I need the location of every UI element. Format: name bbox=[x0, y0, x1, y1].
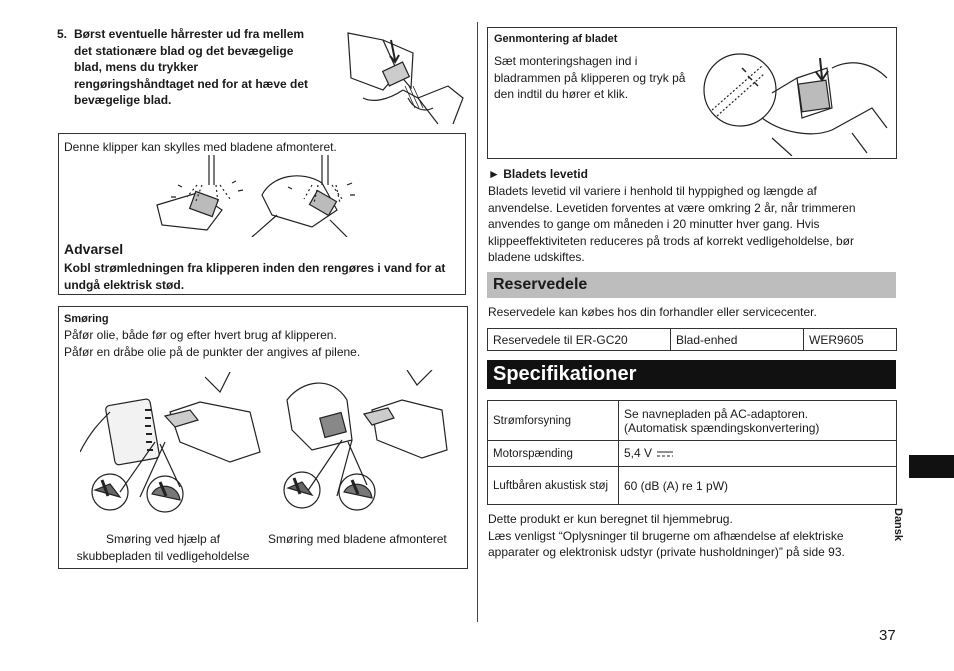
oil-line: Påfør en dråbe olie på de punkter der angives af pilene. bbox=[64, 344, 361, 359]
specs-label: Luftbåren akustisk støj bbox=[488, 467, 619, 505]
spare-parts-table bbox=[487, 328, 897, 351]
blade-life-line: anvendes to gange om måneden i 20 minutter hver gang. Hvis bbox=[488, 217, 820, 231]
oil-blades-removed-illustration bbox=[282, 370, 452, 522]
step-5-line: Børst eventuelle hårrester ud fra mellem bbox=[74, 27, 305, 41]
specs-row bbox=[488, 441, 897, 467]
oil-caption-right: Smøring med bladene afmonteret bbox=[268, 532, 447, 546]
reassemble-line: den indtil du hører et klik. bbox=[494, 87, 629, 101]
specs-value-line: 60 (dB (A) re 1 pW) bbox=[624, 478, 729, 493]
specs-row bbox=[488, 467, 897, 505]
specs-table bbox=[487, 400, 897, 505]
dc-symbol-icon bbox=[657, 447, 673, 461]
language-side-label: Dansk bbox=[892, 508, 904, 542]
oil-caption-left-line: Smøring ved hjælp af bbox=[105, 532, 221, 546]
spare-parts-number: WER9605 bbox=[804, 329, 897, 351]
blade-life-line: anvendelse. Levetiden forventes at være omkring 2 år, når trimmeren bbox=[488, 200, 856, 215]
blade-life-line: Bladets levetid vil variere i henhold til hyppighed og længde af bbox=[488, 184, 817, 198]
oil-caption-left-line: skubbepladen til vedligeholdelse bbox=[76, 548, 250, 563]
reassemble-line: bladrammen på klipperen og tryk på bbox=[494, 70, 686, 85]
specs-note-line: Dette produkt er kun beregnet til hjemmebrug. bbox=[488, 512, 733, 526]
spare-parts-part: Blad-enhed bbox=[671, 329, 804, 351]
step-5-line: bevægelige blad. bbox=[74, 93, 172, 107]
step-5-line: blad, mens du trykker bbox=[74, 60, 199, 74]
page-number: 37 bbox=[879, 627, 896, 644]
specs-value-line: Se navnepladen på AC-adaptoren. bbox=[624, 406, 809, 421]
step-5-number: 5. bbox=[57, 27, 68, 41]
step-5-text bbox=[74, 26, 349, 109]
language-side-tab bbox=[909, 455, 954, 478]
blade-life-line: klippeeffektiviteten reduceres på trods af korrekt vedligeholdelse, bør bbox=[488, 233, 854, 248]
warning-title: Advarsel bbox=[64, 241, 124, 257]
oil-caption-left bbox=[68, 531, 258, 564]
specs-value-line: 5,4 V bbox=[624, 446, 653, 461]
reassemble-line: Sæt monteringshagen ind i bbox=[494, 54, 638, 68]
specs-notes bbox=[488, 511, 898, 561]
spare-parts-text: Reservedele kan købes hos din forhandler eller servicecenter. bbox=[488, 305, 817, 319]
oil-push-plate-illustration bbox=[80, 372, 265, 522]
specs-row bbox=[488, 401, 897, 441]
rinse-info-text: Denne klipper kan skylles med bladene afmonteret. bbox=[64, 140, 337, 154]
specs-note-line: apparater og elektronisk udstyr (private husholdninger)” på side 93. bbox=[488, 545, 845, 559]
column-divider bbox=[477, 22, 478, 622]
specs-label: Strømforsyning bbox=[488, 401, 619, 441]
specs-value bbox=[619, 467, 897, 505]
brush-cleaning-illustration bbox=[343, 28, 468, 126]
blade-life-text bbox=[488, 183, 898, 266]
specs-value bbox=[619, 401, 897, 441]
spare-parts-heading: Reservedele bbox=[487, 272, 896, 298]
step-5-line: det stationære blad og det bevægelige bbox=[74, 43, 294, 58]
spare-parts-model: Reservedele til ER-GC20 bbox=[488, 329, 671, 351]
blade-life-title: ► Bladets levetid bbox=[488, 167, 588, 181]
spare-parts-row bbox=[488, 329, 897, 351]
specs-value bbox=[619, 441, 897, 467]
warning-line: undgå elektrisk stød. bbox=[64, 277, 185, 292]
reassemble-text bbox=[494, 53, 699, 103]
oil-title: Smøring bbox=[64, 313, 109, 325]
warning-line: Kobl strømledningen fra klipperen inden den rengøres i vand for at bbox=[64, 261, 446, 275]
warning-text bbox=[64, 260, 464, 293]
reassemble-title: Genmontering af bladet bbox=[494, 33, 618, 45]
specs-heading: Specifikationer bbox=[487, 360, 896, 389]
oil-line: Påfør olie, både før og efter hvert brug af klipperen. bbox=[64, 328, 337, 342]
specs-label: Motorspænding bbox=[488, 441, 619, 467]
rinse-water-illustration bbox=[152, 155, 362, 237]
specs-value-line: (Automatisk spændingskonvertering) bbox=[624, 420, 820, 435]
reassemble-illustration bbox=[702, 38, 892, 156]
blade-life-line: bladene udskiftes. bbox=[488, 250, 585, 264]
oil-text bbox=[64, 327, 464, 360]
specs-note-line: Læs venligst “Oplysninger til brugerne om afhændelse af elektriske bbox=[488, 528, 844, 543]
step-5-line: rengøringshåndtaget ned for at hæve det bbox=[74, 76, 309, 91]
